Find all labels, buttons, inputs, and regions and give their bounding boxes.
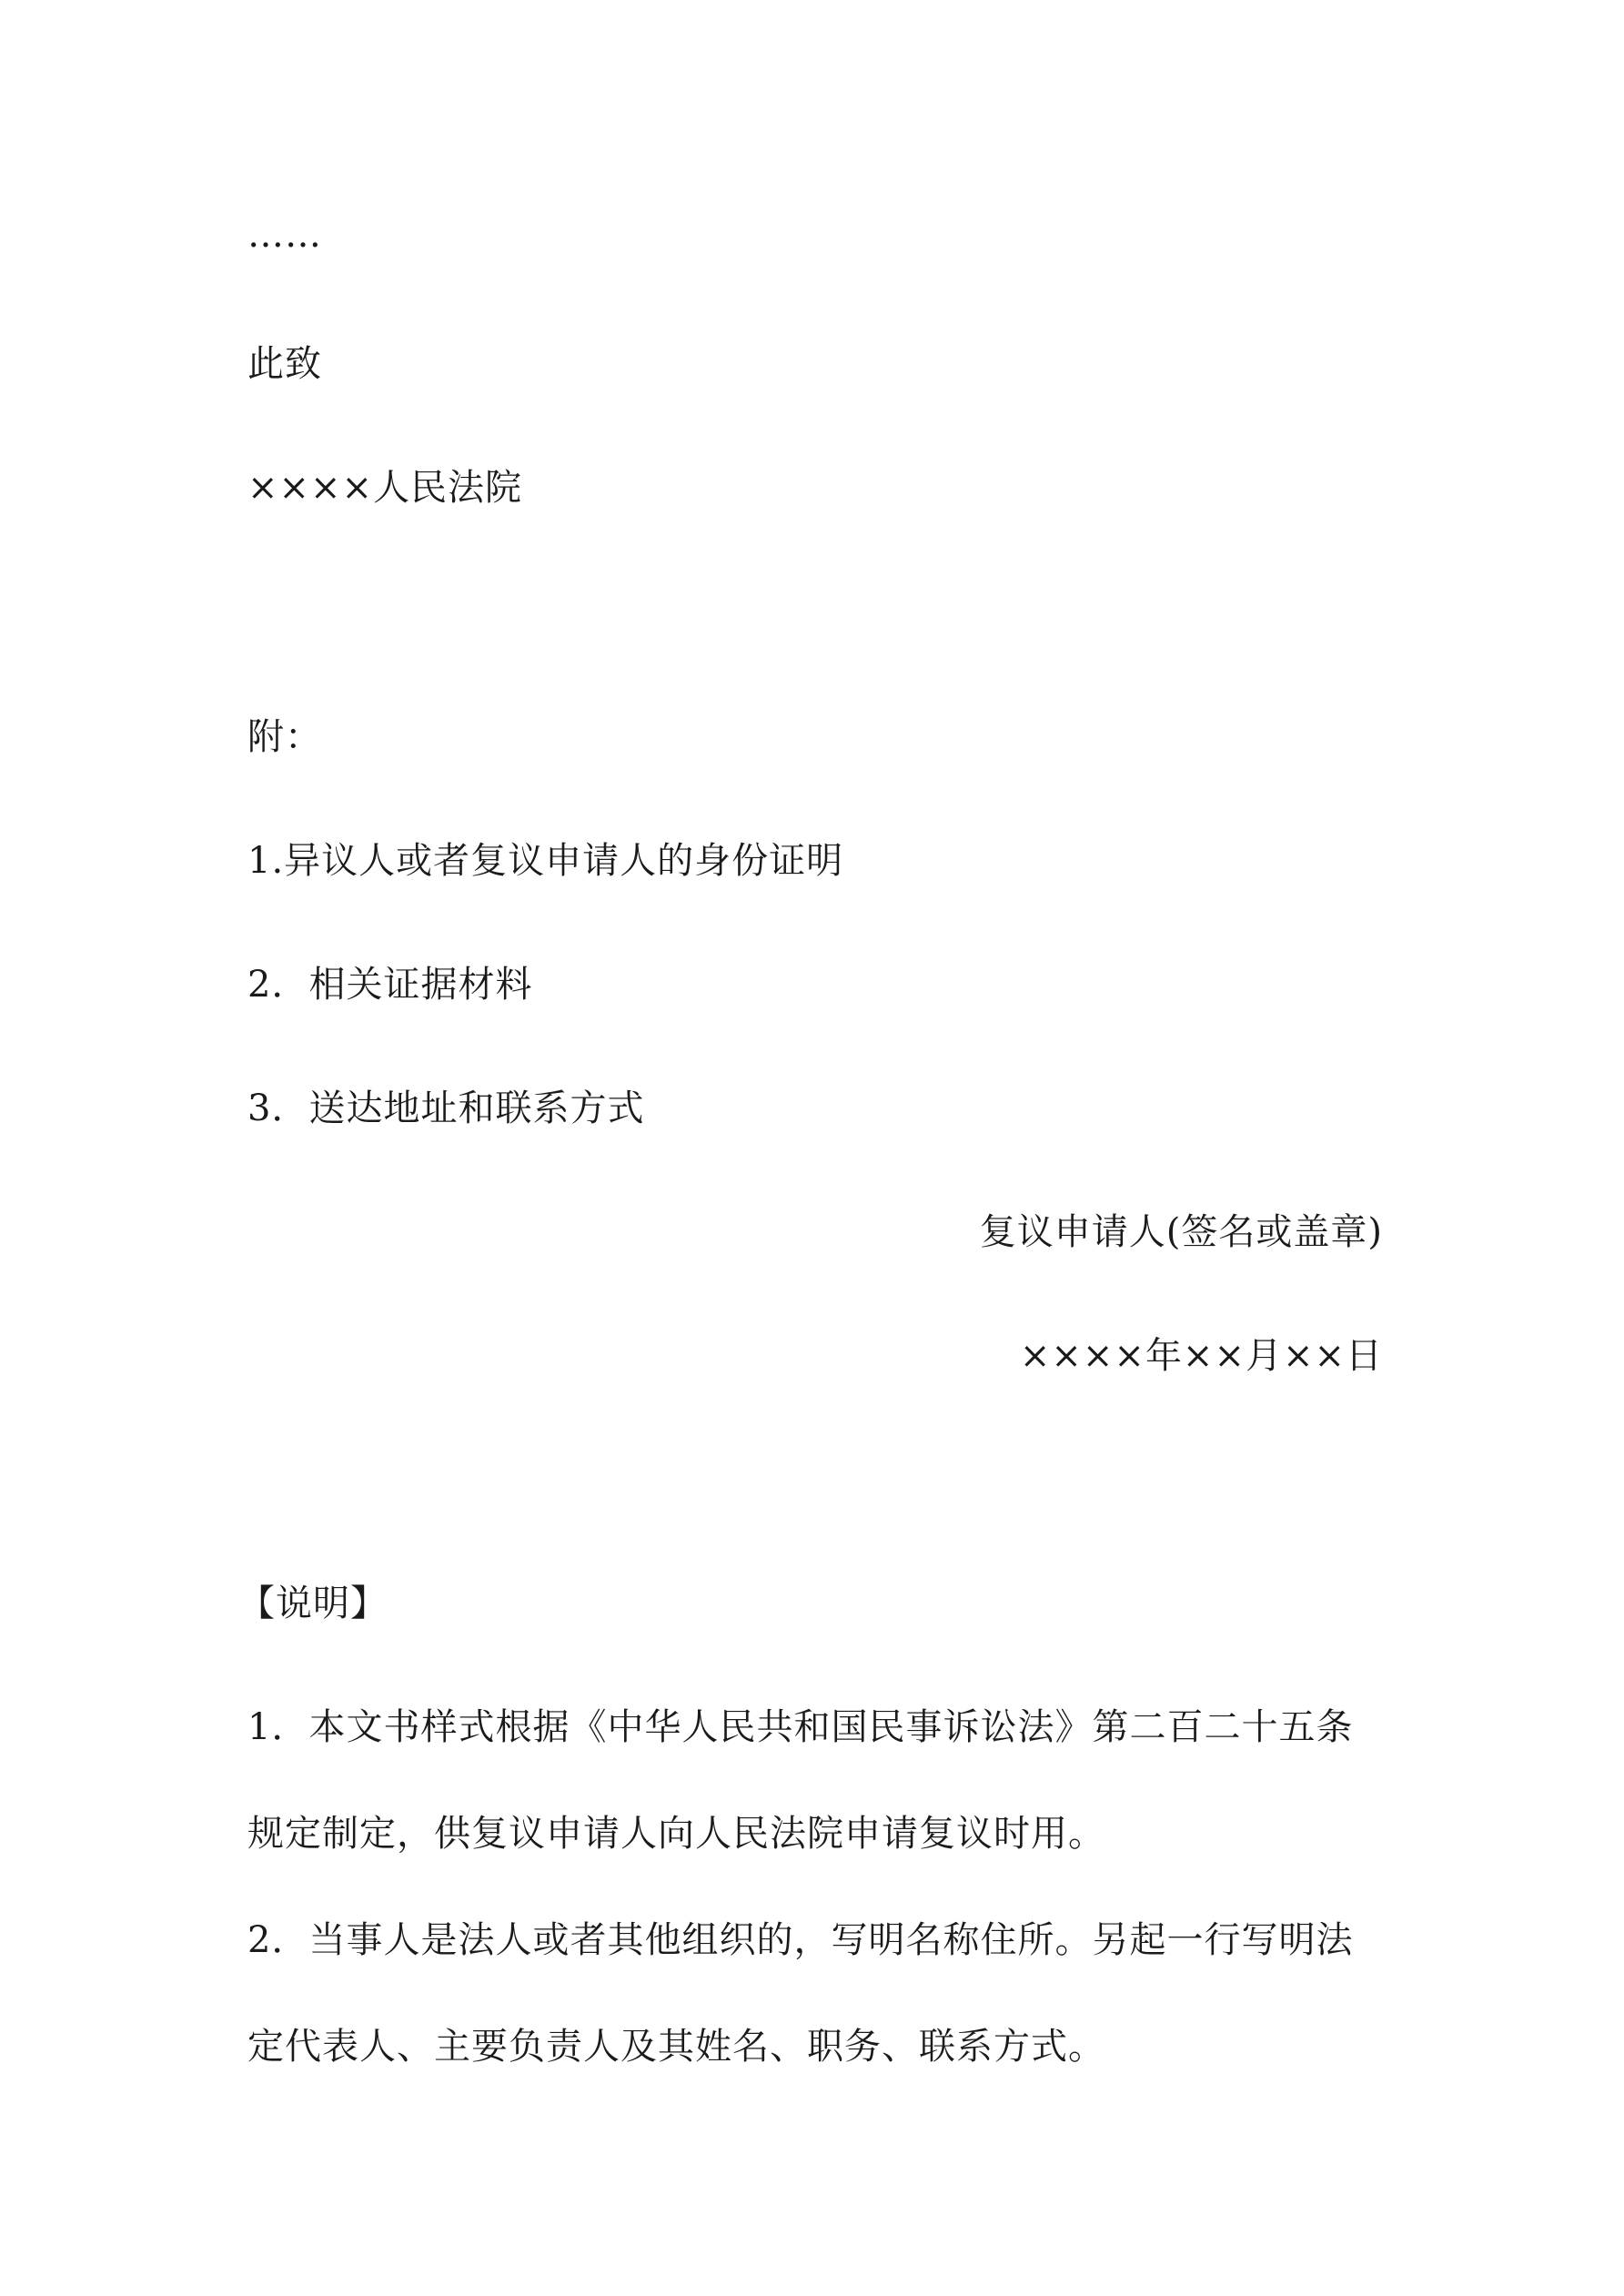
ellipsis-text: …… <box>247 214 322 256</box>
note-paragraph: 1．本文书样式根据《中华人民共和国民事诉讼法》第二百二十五条规定制定，供复议申请人向人民法院申请复议时用。 <box>247 1706 1354 1855</box>
salutation: 此致 <box>247 343 322 385</box>
recipient-court: ××××人民法院 <box>247 467 523 509</box>
attachment-item: 2．相关证据材料 <box>247 964 533 1006</box>
attachment-item: 1.异议人或者复议申请人的身份证明 <box>247 840 844 882</box>
signature-line: 复议申请人(签名或盖章) <box>979 1211 1383 1253</box>
date-line: ××××年××月××日 <box>1019 1335 1383 1377</box>
attachments-heading: 附： <box>247 716 322 758</box>
note-paragraph: 2．当事人是法人或者其他组织的，写明名称住所。另起一行写明法定代表人、主要负责人及其姓名、职务、联系方式。 <box>247 1919 1354 2068</box>
notes-heading: 【说明】 <box>238 1583 388 1624</box>
attachment-item: 3．送达地址和联系方式 <box>247 1087 645 1129</box>
